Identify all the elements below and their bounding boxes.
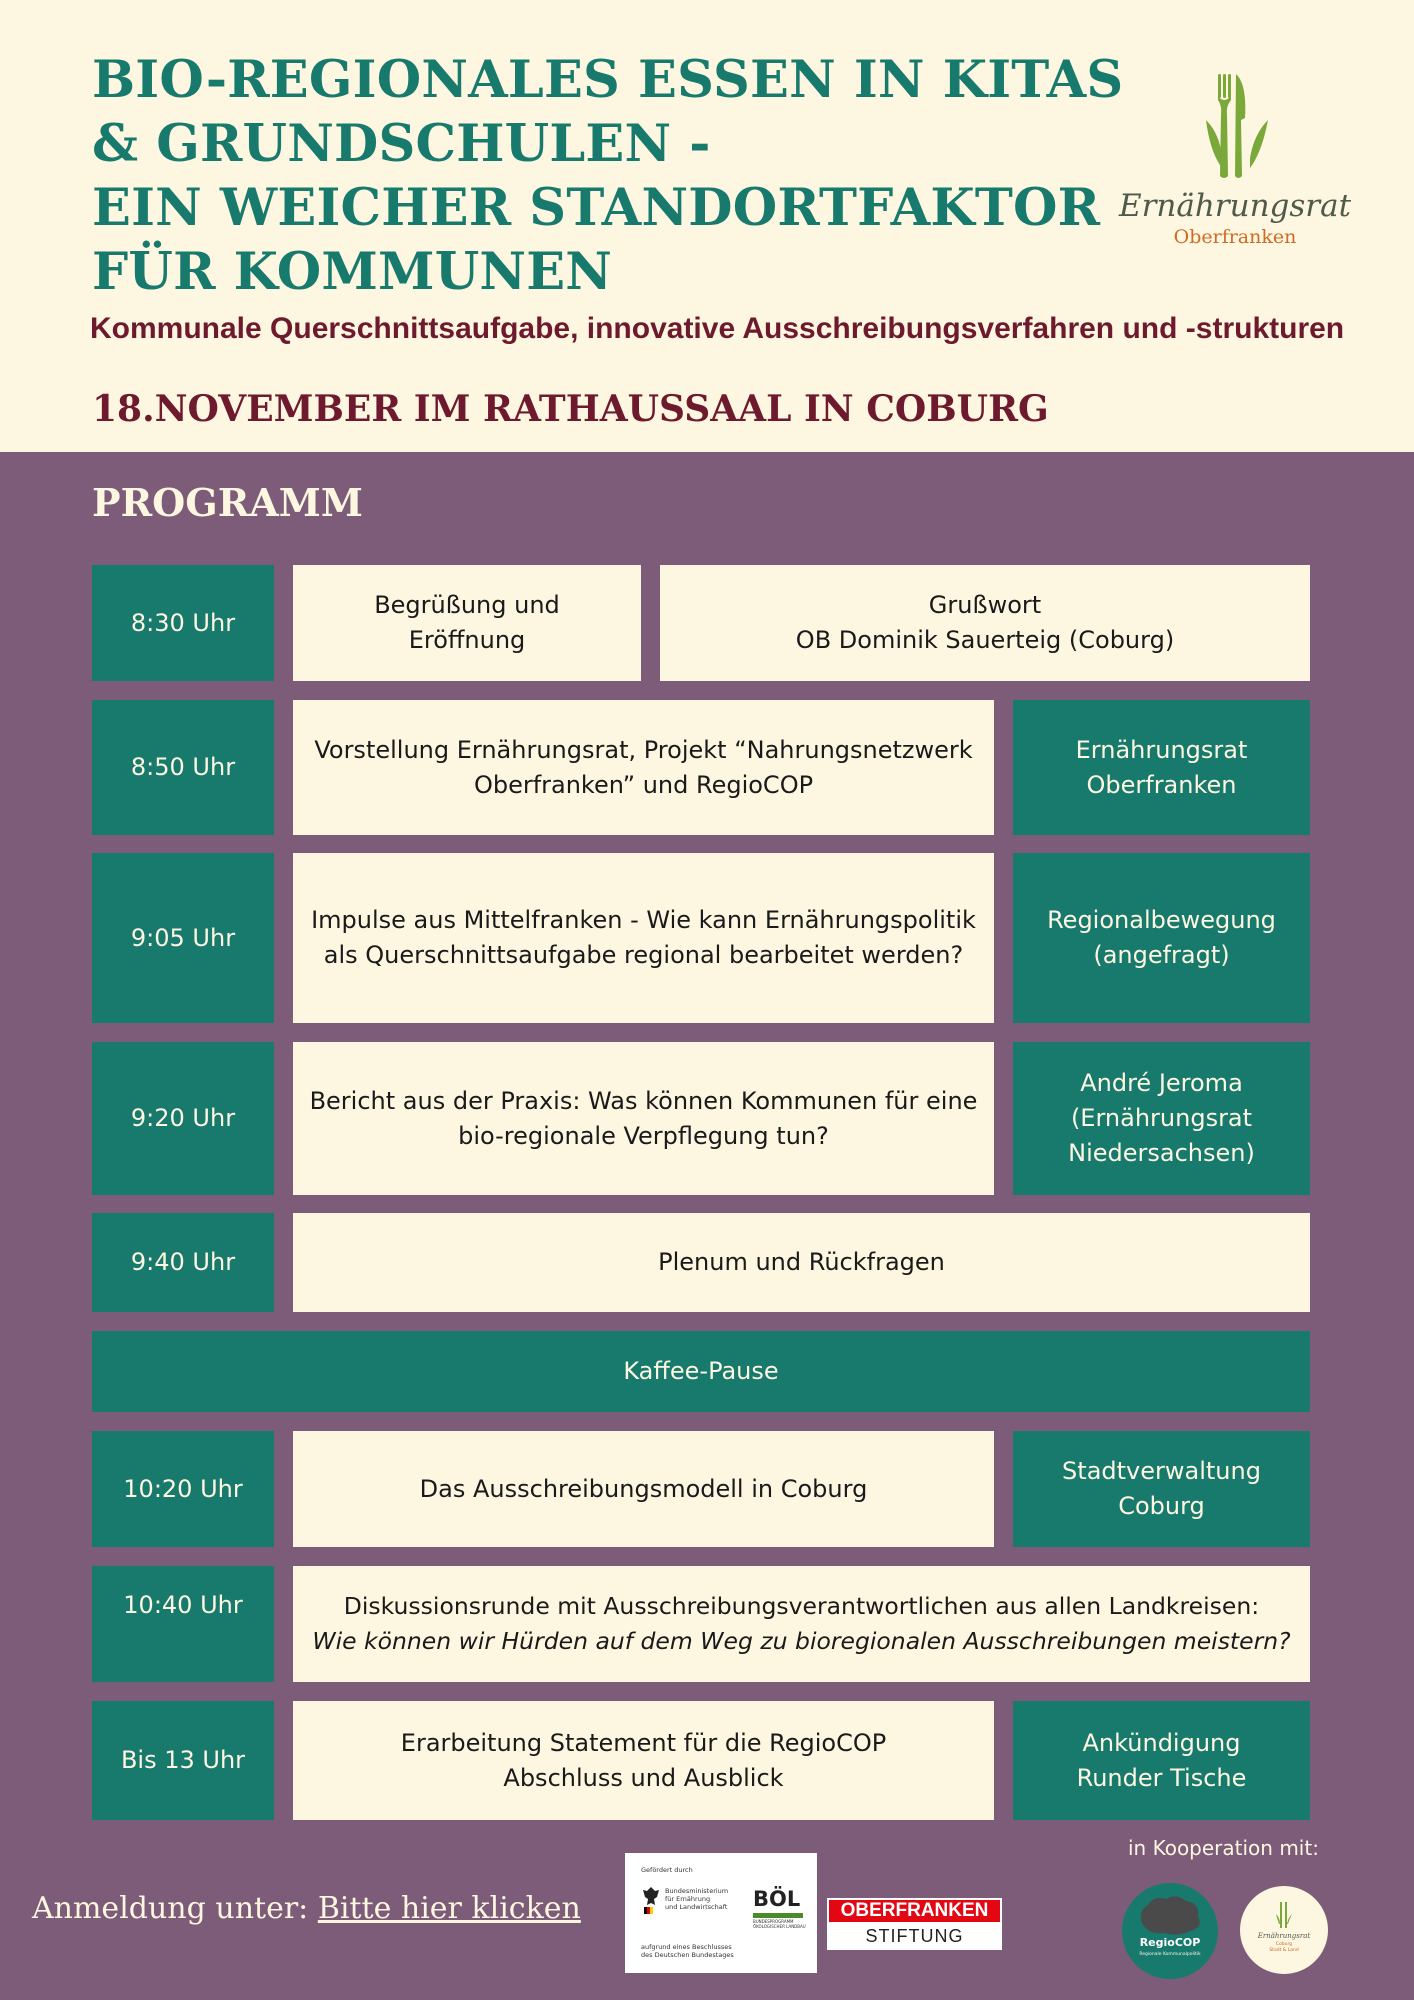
- agenda-topic: [293, 1042, 994, 1195]
- agenda-speaker: [1013, 1431, 1310, 1547]
- bol-sub-line: ÖKOLOGISCHER LANDBAU: [753, 1924, 806, 1929]
- foundation-name-bottom: STIFTUNG: [865, 1926, 964, 1946]
- time-slot: [92, 700, 274, 835]
- speaker-line: Regionalbewegung: [1047, 906, 1276, 934]
- time-label: 8:30 Uhr: [130, 608, 236, 637]
- title-line-3: EIN WEICHER STANDORTFAKTOR: [92, 178, 1101, 238]
- registration-link[interactable]: Bitte hier klicken: [317, 1891, 581, 1926]
- time-label: 9:40 Uhr: [130, 1248, 236, 1276]
- agenda-topic: [293, 1213, 1310, 1312]
- topic-line: Oberfranken” und RegioCOP: [473, 770, 814, 799]
- topic-line: Plenum und Rückfragen: [658, 1248, 945, 1276]
- ministry-line: für Ernährung: [665, 1895, 711, 1903]
- basis-line: aufgrund eines Beschlusses: [641, 1943, 732, 1951]
- speaker-line: Ankündigung: [1082, 1728, 1241, 1757]
- registration: [32, 1891, 581, 1926]
- regiocop-tag: Regionale Kommunalpolitik: [1139, 1952, 1201, 1957]
- time-slot: [92, 1566, 274, 1682]
- topic-line: als Querschnittsaufgabe regional bearbeitet werden?: [323, 941, 964, 969]
- speaker-line: OB Dominik Sauerteig (Coburg): [795, 626, 1175, 654]
- topic-line: Erarbeitung Statement für die RegioCOP: [400, 1728, 887, 1757]
- speaker-line: Stadtverwaltung: [1062, 1457, 1261, 1485]
- ministry-line: Bundesministerium: [665, 1887, 729, 1895]
- speaker-line: André Jeroma: [1080, 1069, 1243, 1097]
- agenda-topic: [293, 1431, 994, 1547]
- agenda-topic: [660, 565, 1310, 681]
- agenda-speaker: [1013, 1042, 1310, 1195]
- partner2-sub: Coburg: [1275, 1942, 1293, 1947]
- bol-logo-text: BÖL: [753, 1887, 801, 1911]
- speaker-line: Oberfranken: [1086, 770, 1237, 799]
- logo-region: Oberfranken: [1173, 226, 1297, 248]
- topic-line: Impulse aus Mittelfranken - Wie kann Ernährungspolitik: [311, 906, 976, 934]
- federal-eagle-icon: [641, 1885, 661, 1915]
- partner2-sub: Stadt & Land: [1269, 1948, 1299, 1953]
- title-line-4: FÜR KOMMUNEN: [92, 242, 613, 302]
- agenda-speaker: [1013, 853, 1310, 1023]
- topic-line: Begrüßung und: [374, 591, 560, 619]
- break-label: Kaffee-Pause: [623, 1357, 779, 1385]
- topic-line: Bericht aus der Praxis: Was können Kommunen für eine: [309, 1086, 978, 1115]
- time-label: 10:20 Uhr: [123, 1474, 243, 1503]
- oberfranken-stiftung-logo: [827, 1898, 1002, 1950]
- agenda-topic: [293, 1566, 1310, 1682]
- subtitle: Kommunale Querschnittsaufgabe, innovative Ausschreibungsverfahren und -strukturen: [90, 312, 1345, 345]
- time-slot: [92, 1701, 274, 1820]
- ernaehrungsrat-coburg-logo: [1240, 1886, 1328, 1974]
- agenda-topic: [293, 565, 641, 681]
- topic-line: Diskussionsrunde mit Ausschreibungsverantwortlichen aus allen Landkreisen:: [343, 1592, 1260, 1620]
- time-slot: [92, 1042, 274, 1195]
- regiocop-name: RegioCOP: [1139, 1936, 1201, 1949]
- region-map-icon: [1134, 1893, 1206, 1937]
- ministry-line: und Landwirtschaft: [665, 1903, 728, 1911]
- speaker-line: Runder Tische: [1076, 1763, 1247, 1792]
- time-slot: [92, 853, 274, 1023]
- topic-line: bio-regionale Verpflegung tun?: [458, 1121, 829, 1150]
- registration-label: Anmeldung unter:: [32, 1891, 309, 1926]
- fork-knife-icon: [1274, 1900, 1294, 1930]
- regiocop-logo: [1122, 1883, 1218, 1979]
- bmel-sponsor-logo: [625, 1853, 817, 1973]
- agenda-topic: [293, 853, 994, 1023]
- time-label: 9:20 Uhr: [130, 1104, 236, 1132]
- fork-knife-icon: [1110, 64, 1360, 184]
- agenda-speaker: [1013, 1701, 1310, 1820]
- cooperation-label: in Kooperation mit:: [1128, 1836, 1319, 1860]
- topic-line: Grußwort: [928, 591, 1042, 619]
- speaker-line: Ernährungsrat: [1075, 735, 1248, 764]
- bol-green-bar: [753, 1913, 803, 1918]
- topic-question: Wie können wir Hürden auf dem Weg zu bioregionalen Ausschreibungen meistern?: [312, 1627, 1291, 1655]
- speaker-line: (Ernährungsrat: [1070, 1104, 1253, 1132]
- title-line-2: & GRUNDSCHULEN -: [92, 114, 711, 174]
- topic-line: Abschluss und Ausblick: [503, 1763, 784, 1792]
- speaker-line: (angefragt): [1093, 941, 1230, 969]
- agenda-topic: [293, 1701, 994, 1820]
- time-slot: [92, 1213, 274, 1312]
- time-label: 9:05 Uhr: [130, 923, 236, 952]
- title-line-1: BIO-REGIONALES ESSEN IN KITAS: [92, 50, 1124, 110]
- time-slot: [92, 565, 274, 681]
- agenda-topic: [293, 700, 994, 835]
- time-label: 10:40 Uhr: [123, 1591, 243, 1619]
- program-heading: PROGRAMM: [92, 480, 363, 525]
- topic-line: Vorstellung Ernährungsrat, Projekt “Nahrungsnetzwerk: [314, 735, 973, 764]
- topic-line: Eröffnung: [408, 626, 526, 654]
- agenda-speaker: [1013, 700, 1310, 835]
- time-label: 8:50 Uhr: [130, 753, 236, 781]
- partner2-name: Ernährungsrat: [1257, 1932, 1311, 1940]
- speaker-line: Coburg: [1118, 1492, 1205, 1520]
- time-label: Bis 13 Uhr: [120, 1746, 246, 1774]
- bol-sub-line: BUNDESPROGRAMM: [753, 1919, 794, 1924]
- time-slot: [92, 1431, 274, 1547]
- foundation-name-top: OBERFRANKEN: [829, 1900, 1000, 1922]
- topic-line: Das Ausschreibungsmodell in Coburg: [419, 1474, 868, 1503]
- funded-by-label: Gefördert durch: [641, 1866, 693, 1874]
- speaker-line: Niedersachsen): [1068, 1139, 1255, 1167]
- logo-name: Ernährungsrat: [1118, 188, 1352, 224]
- ernaehrungsrat-logo: [1110, 64, 1360, 264]
- basis-line: des Deutschen Bundestages: [641, 1951, 734, 1959]
- date-location: 18.NOVEMBER IM RATHAUSSAAL IN COBURG: [92, 388, 1049, 430]
- coffee-break: [92, 1331, 1310, 1412]
